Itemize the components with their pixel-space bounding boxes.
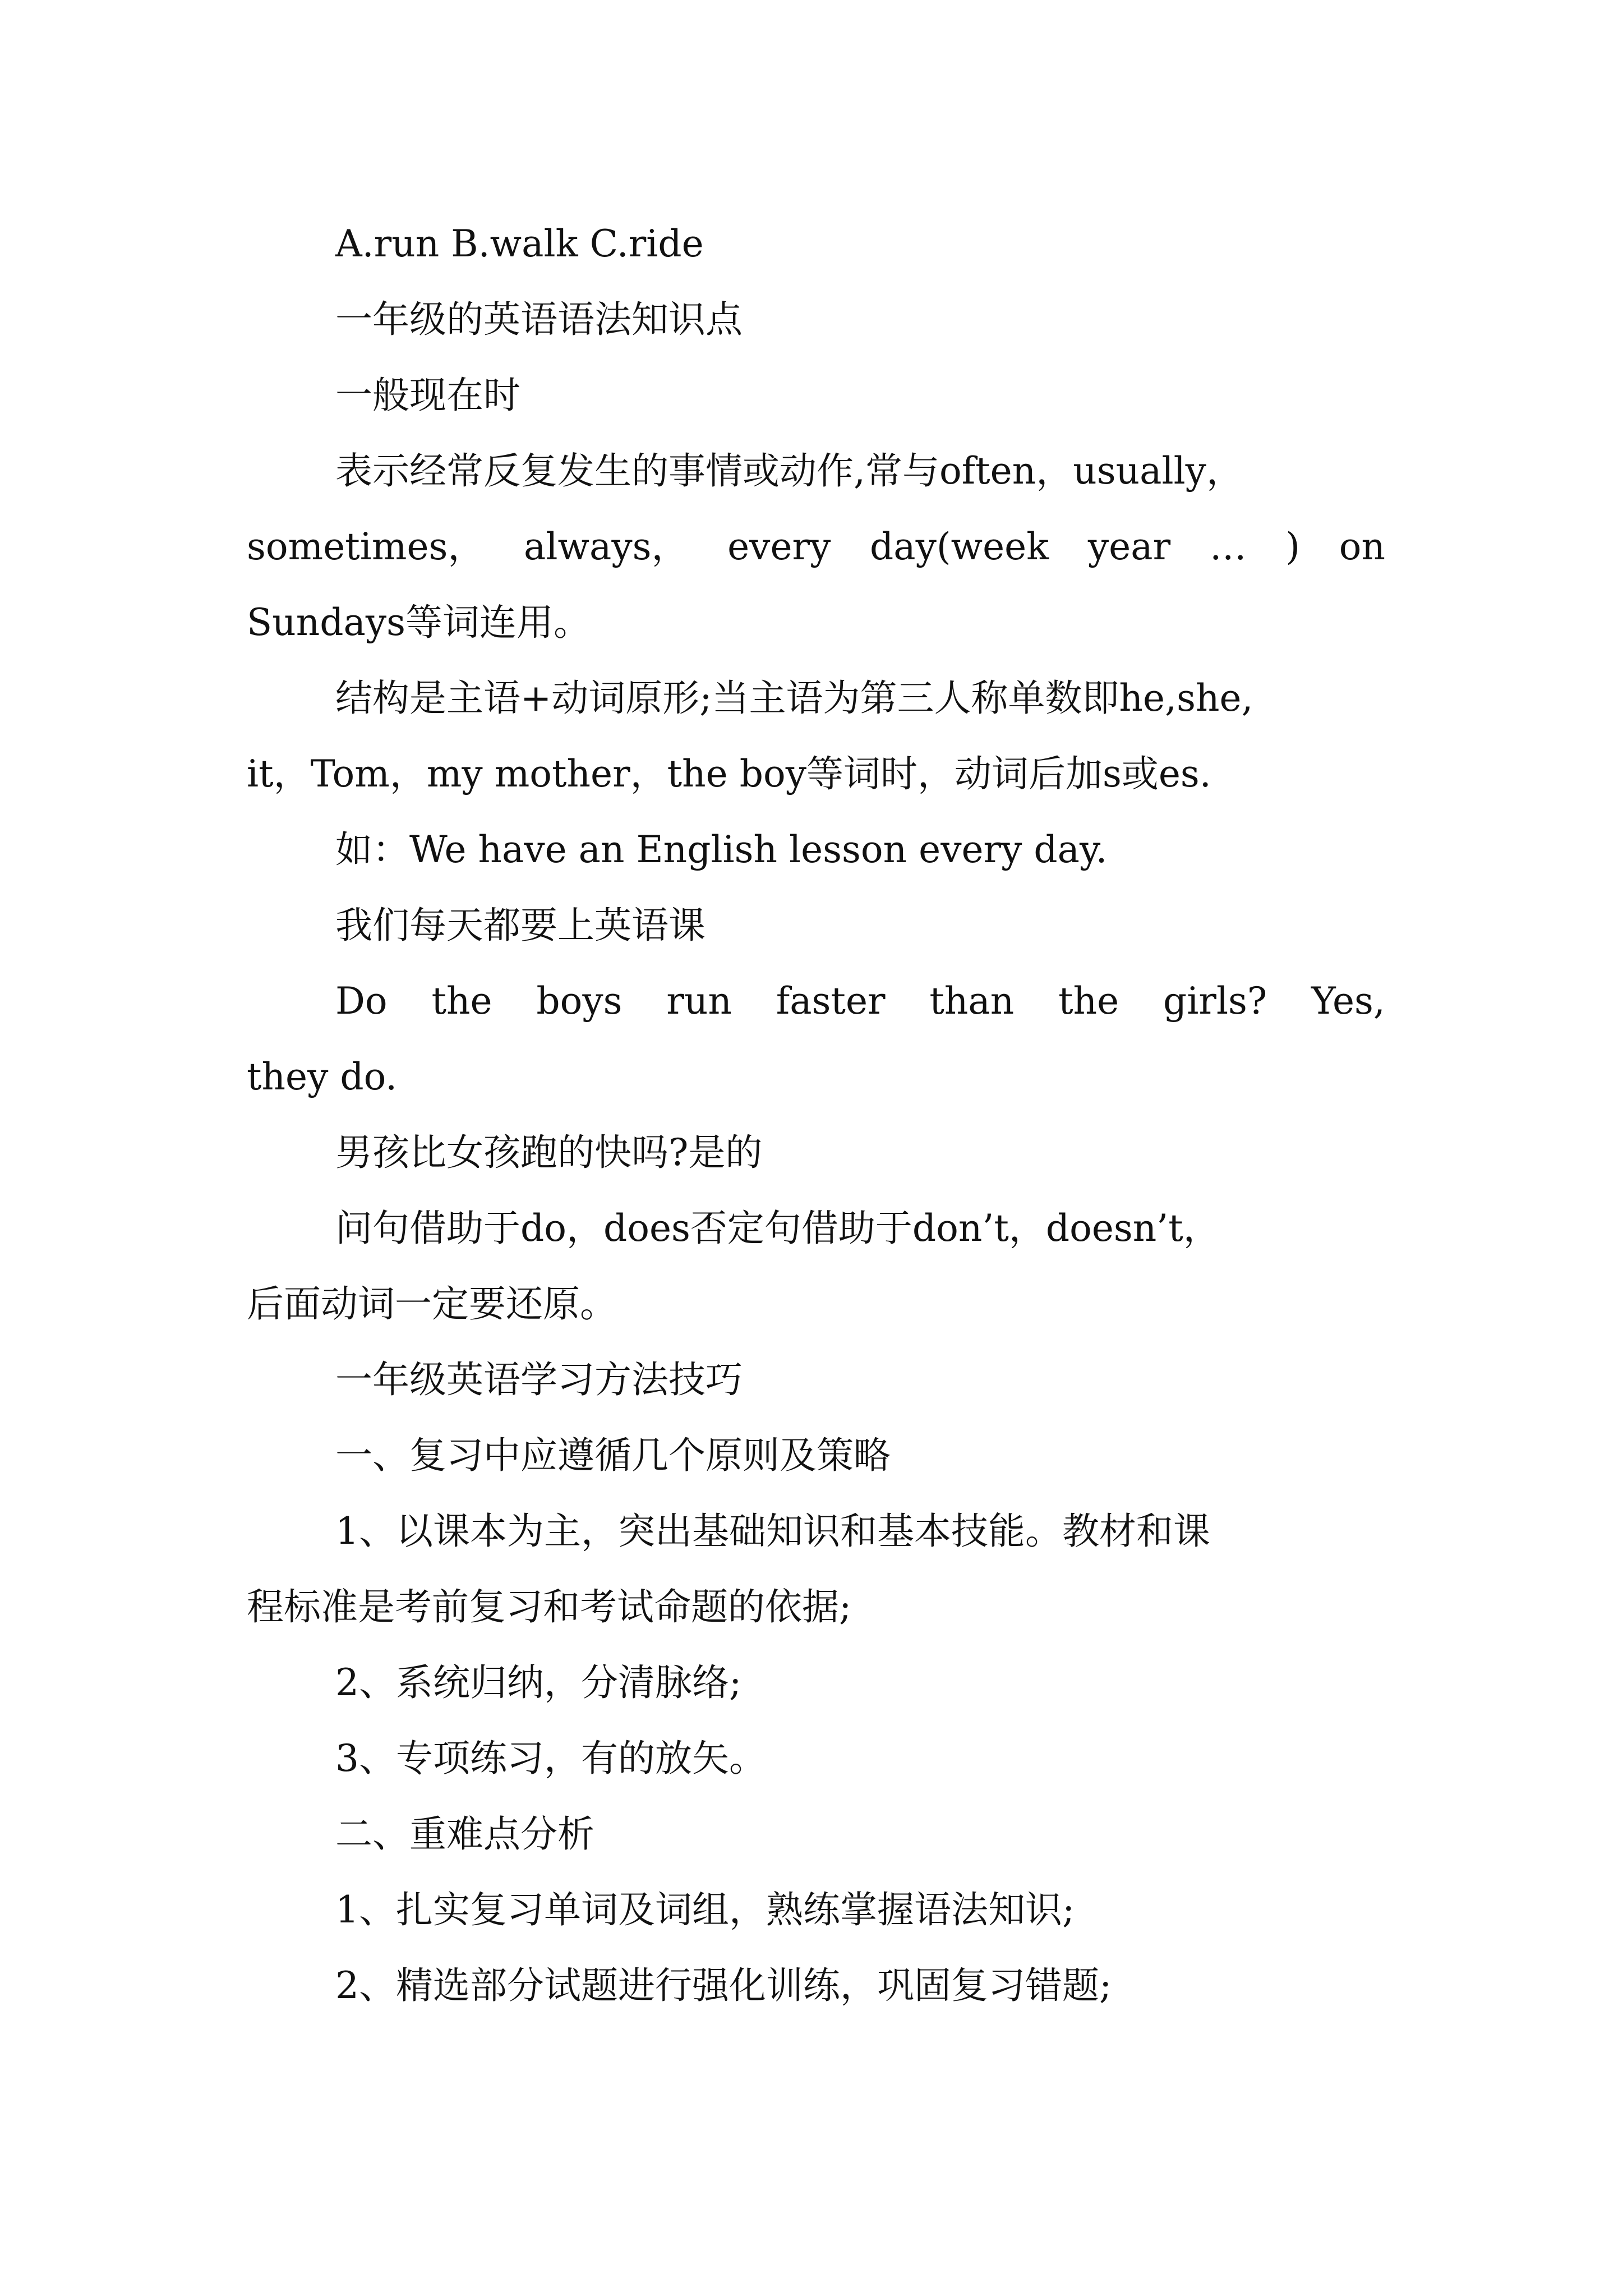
word: run [666,979,732,1023]
paragraph-line: 问句借助于do，does否定句借助于don’t，doesn’t， [335,1207,1220,1250]
heading-learning-methods: 一年级英语学习方法技巧 [335,1358,743,1401]
paragraph-line: 后面动词一定要还原。 [247,1282,617,1326]
word: sometimes， [247,525,485,568]
word: year [1087,525,1171,568]
word: … [1209,525,1247,568]
word: the [431,979,492,1023]
paragraph-line-justified [247,524,1385,569]
list-item: 2、精选部分试题进行强化训练，巩固复习错题; [335,1964,1112,2007]
paragraph-line: 表示经常反复发生的事情或动作,常与often，usually， [335,449,1243,493]
word: Yes, [1311,979,1385,1023]
word: always， [524,525,689,568]
word: on [1339,525,1385,568]
section-heading-2: 二、重难点分析 [335,1812,594,1856]
list-item: 2、系统归纳，分清脉络; [335,1661,742,1704]
example-translation: 我们每天都要上英语课 [335,904,706,947]
example-translation: 男孩比女孩跑的快吗?是的 [335,1131,763,1174]
example-sentence: 如：We have an English lesson every day. [335,828,1108,871]
list-item: 1、以课本为主，突出基础知识和基本技能。教材和课 [335,1510,1210,1553]
word: Do [335,979,388,1023]
heading-grammar-points: 一年级的英语语法知识点 [335,298,743,341]
paragraph-line: it，Tom，my mother，the boy等词时，动词后加s或es. [247,752,1211,795]
word: every [727,525,831,568]
word: the [1058,979,1119,1023]
paragraph-line: 结构是主语+动词原形;当主语为第三人称单数即he,she, [335,677,1253,720]
word: day(week [870,525,1049,568]
list-item-continuation: 程标准是考前复习和考试命题的依据; [247,1585,852,1628]
heading-simple-present: 一般现在时 [335,374,520,417]
section-heading-1: 一、复习中应遵循几个原则及策略 [335,1434,891,1477]
example-sentence-justified [335,979,1385,1024]
text-line-options: A.run B.walk C.ride [335,222,704,265]
list-item: 1、扎实复习单词及词组，熟练掌握语法知识; [335,1888,1075,1931]
word: than [929,979,1015,1023]
word: ) [1285,525,1301,568]
example-sentence: they do. [247,1055,398,1098]
word: boys [536,979,623,1023]
paragraph-line: Sundays等词连用。 [247,601,591,644]
word: girls? [1163,979,1267,1023]
list-item: 3、专项练习，有的放矢。 [335,1737,766,1780]
word: faster [776,979,886,1023]
